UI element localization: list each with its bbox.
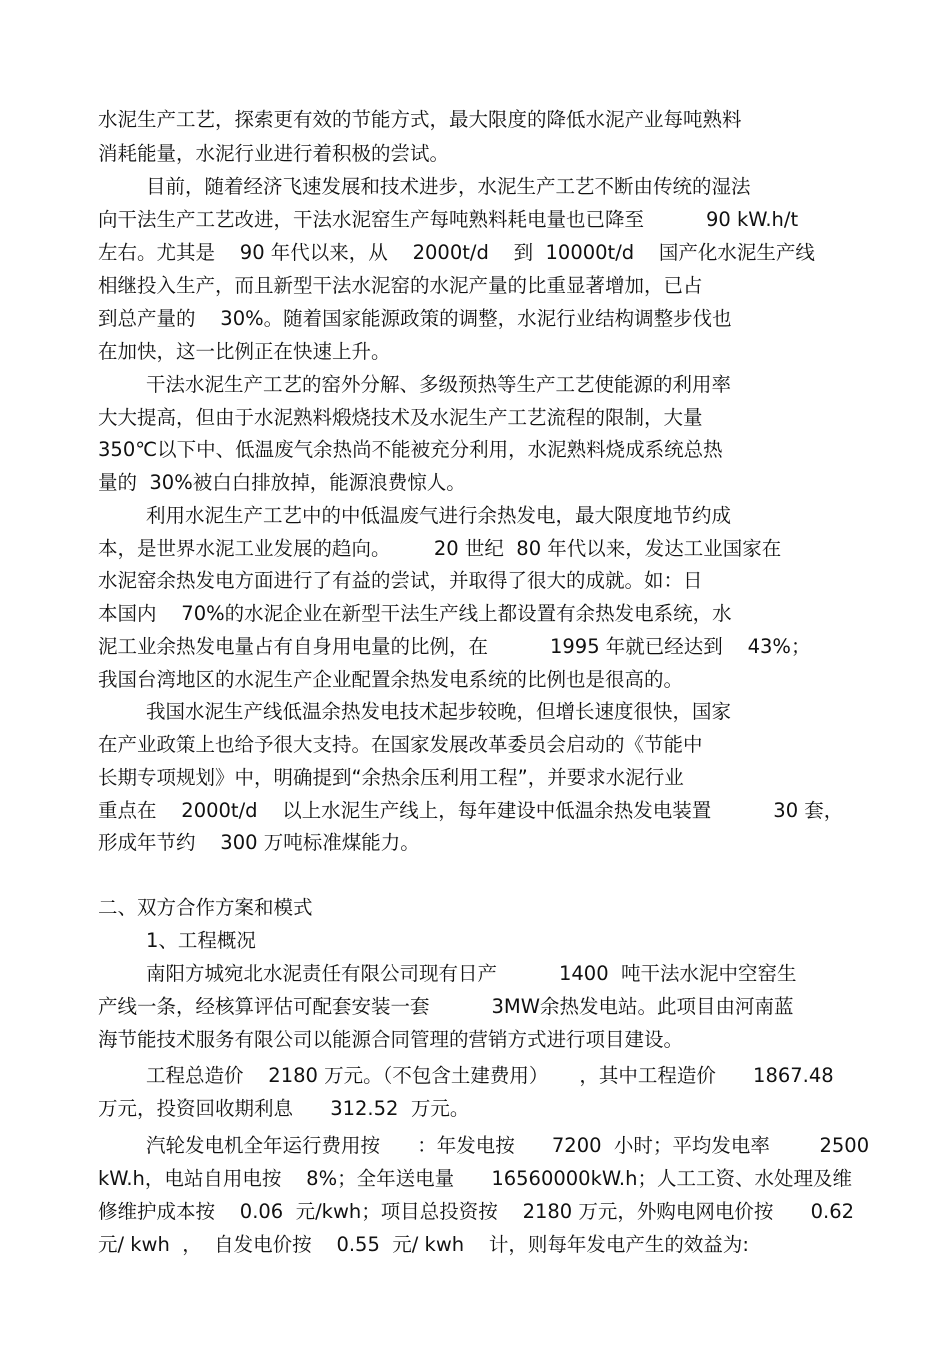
- paragraph-line: 相继投入生产，而且新型干法水泥窑的水泥产量的比重显著增加，已占: [98, 274, 703, 297]
- paragraph-line: 万元，投资回收期利息 312.52 万元。: [98, 1097, 470, 1120]
- paragraph-line: 在加快，这一比例正在快速上升。: [98, 340, 391, 363]
- paragraph-line: 350℃以下中、低温废气余热尚不能被充分利用，水泥熟料烧成系统总热: [98, 438, 723, 461]
- paragraph-line: 本国内 70%的水泥企业在新型干法生产线上都设置有余热发电系统，水: [98, 602, 732, 625]
- paragraph-line: 到总产量的 30%。随着国家能源政策的调整，水泥行业结构调整步伐也: [98, 307, 732, 330]
- paragraph-line: 大大提高，但由于水泥熟料煅烧技术及水泥生产工艺流程的限制，大量: [98, 406, 703, 429]
- paragraph-line: 工程总造价 2180 万元。（不包含土建费用） ，其中工程造价 1867.48: [146, 1064, 834, 1087]
- paragraph-line: 水泥窑余热发电方面进行了有益的尝试，并取得了很大的成就。如：日: [98, 569, 703, 592]
- paragraph-line: 产线一条，经核算评估可配套安装一套 3MW余热发电站。此项目由河南蓝: [98, 995, 794, 1018]
- section-heading: 二、双方合作方案和模式: [98, 896, 313, 919]
- paragraph-line: 在产业政策上也给予很大支持。在国家发展改革委员会启动的《节能中: [98, 733, 703, 756]
- paragraph-line: 消耗能量，水泥行业进行着积极的尝试。: [98, 142, 450, 165]
- paragraph-line: 左右。尤其是 90 年代以来，从 2000t/d 到 10000t/d 国产化水泥生产线: [98, 241, 815, 264]
- paragraph-line: 重点在 2000t/d 以上水泥生产线上，每年建设中低温余热发电装置 30 套，: [98, 799, 844, 822]
- paragraph-line: 目前，随着经济飞速发展和技术进步，水泥生产工艺不断由传统的湿法: [146, 175, 751, 198]
- paragraph-line: 长期专项规划》中，明确提到“余热余压利用工程”，并要求水泥行业: [98, 766, 684, 789]
- paragraph-line: 量的 30%被白白排放掉，能源浪费惊人。: [98, 471, 466, 494]
- paragraph-line: 向干法生产工艺改进，干法水泥窑生产每吨熟料耗电量也已降至 90 kW.h/t: [98, 208, 799, 231]
- paragraph-line: 利用水泥生产工艺中的中低温废气进行余热发电，最大限度地节约成: [146, 504, 732, 527]
- paragraph-line: 水泥生产工艺，探索更有效的节能方式，最大限度的降低水泥产业每吨熟料: [98, 108, 742, 131]
- paragraph-line: 我国水泥生产线低温余热发电技术起步较晚，但增长速度很快，国家: [146, 700, 732, 723]
- paragraph-line: 海节能技术服务有限公司以能源合同管理的营销方式进行项目建设。: [98, 1028, 684, 1051]
- paragraph-line: 干法水泥生产工艺的窑外分解、多级预热等生产工艺使能源的利用率: [146, 373, 732, 396]
- subsection-heading: 1、工程概况: [146, 929, 256, 952]
- paragraph-line: 修维护成本按 0.06 元/kwh；项目总投资按 2180 万元，外购电网电价按 0.62: [98, 1200, 855, 1223]
- paragraph-line: kW.h，电站自用电按 8%；全年送电量 16560000kW.h；人工工资、水处理及维: [98, 1167, 852, 1190]
- paragraph-line: 形成年节约 300 万吨标准煤能力。: [98, 831, 420, 854]
- paragraph-line: 元/ kwh ， 自发电价按 0.55 元/ kwh 计，则每年发电产生的效益为:: [98, 1233, 750, 1256]
- paragraph-line: 我国台湾地区的水泥生产企业配置余热发电系统的比例也是很高的。: [98, 668, 684, 691]
- paragraph-line: 汽轮发电机全年运行费用按 ：年发电按 7200 小时；平均发电率 2500: [146, 1134, 870, 1157]
- paragraph-line: 本，是世界水泥工业发展的趋向。 20 世纪 80 年代以来，发达工业国家在: [98, 537, 782, 560]
- paragraph-line: 泥工业余热发电量占有自身用电量的比例，在 1995 年就已经达到 43%；: [98, 635, 811, 658]
- paragraph-line: 南阳方城宛北水泥责任有限公司现有日产 1400 吨干法水泥中空窑生: [146, 962, 797, 985]
